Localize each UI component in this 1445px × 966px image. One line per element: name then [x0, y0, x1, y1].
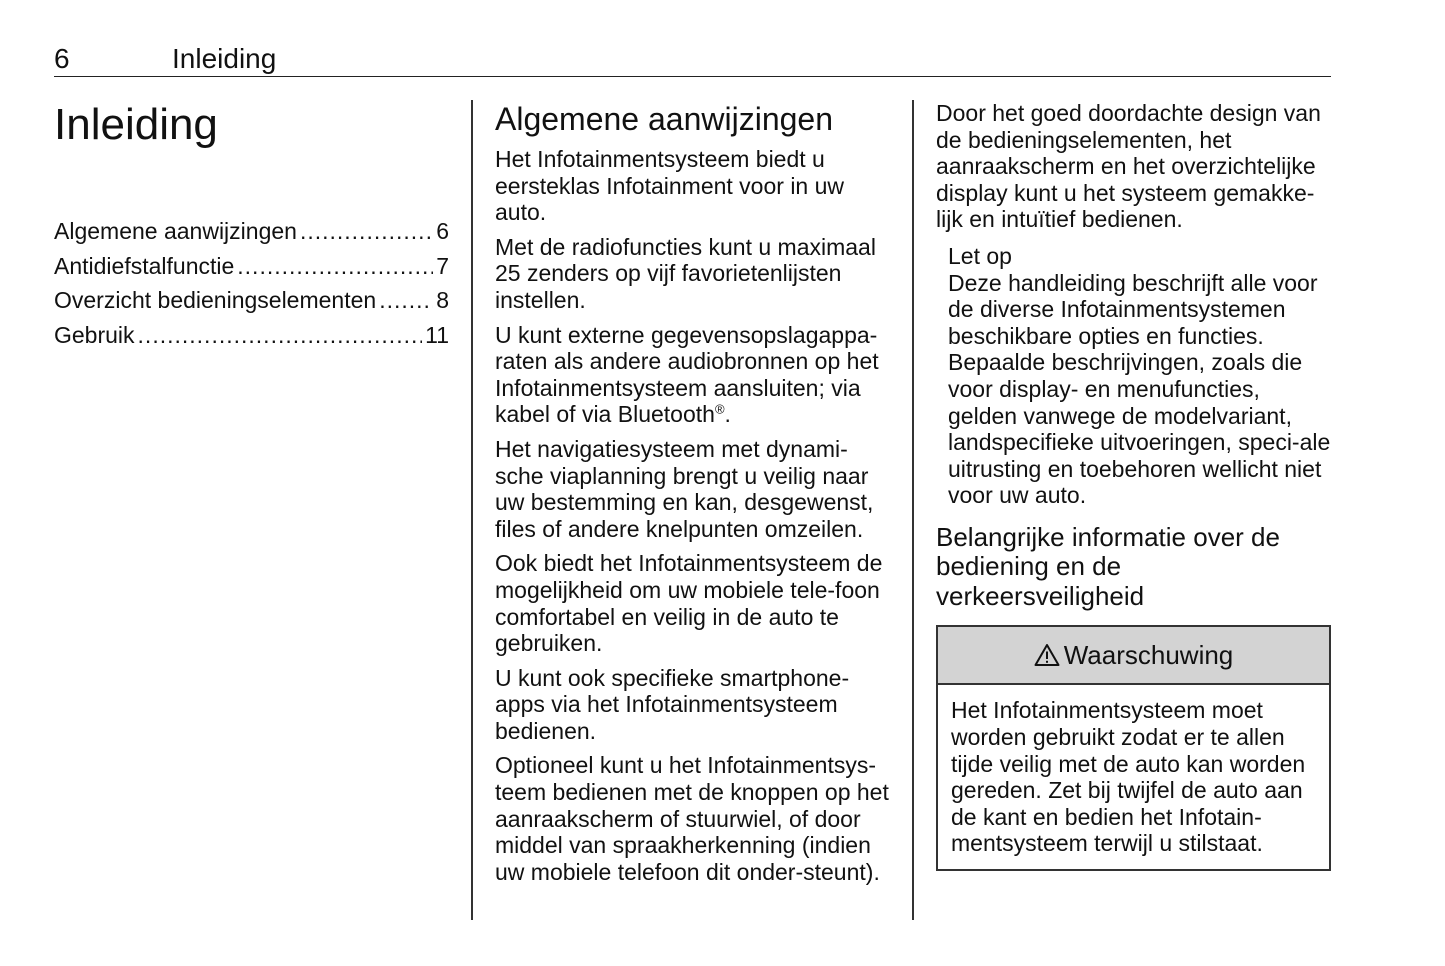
paragraph: Het Infotainmentsysteem biedt u eersteklas Infotainment voor in uw auto. [495, 146, 845, 226]
running-title: Inleiding [172, 43, 277, 74]
toc-leader-dots [237, 249, 433, 284]
note-title: Let op [948, 242, 1012, 269]
table-of-contents [54, 214, 449, 352]
registered-mark: ® [714, 401, 725, 417]
toc-label: Algemene aanwijzingen [54, 218, 297, 244]
page-number: 6 [54, 43, 70, 74]
subsection-title: Belangrijke informatie over de bediening en de verkeersveiligheid [936, 521, 1280, 611]
paragraph: U kunt ook specifieke smartphone-apps via het Infotainmentsysteem bedienen. [495, 664, 850, 744]
chapter-column [54, 98, 449, 352]
note-text: Deze handleiding beschrijft alle voor de diverse Infotainmentsystemen beschikbare opties en functies. Bepaalde beschrijvingen, zoals die voor display- en menufuncties, gelden vanwege de modelvariant, landspecifieke uitvoeringen, speci-ale uitrusting en toebehoren wellicht niet voor uw auto. [948, 269, 1331, 509]
paragraph: Ook biedt het Infotainmentsysteem de mogelijkheid om uw mobiele tele-foon comfortabel en veilig in de auto te gebruiken. [495, 550, 883, 657]
paragraph: Met de radiofuncties kunt u maximaal 25 zenders op vijf favorietenlijsten instellen. [495, 233, 876, 313]
toc-entry[interactable] [54, 283, 449, 318]
toc-page: 8 [436, 287, 449, 313]
toc-leader-dots [300, 214, 433, 249]
section-column [495, 100, 895, 893]
section-title: Algemene aanwijzingen [495, 101, 833, 137]
toc-label: Gebruik [54, 321, 135, 348]
intro-paragraph: Door het goed doordachte design van de bedieningselementen, het aanraakscherm en het overzichtelijke display kunt u het systeem gemakke-lijk en intuïtief bedienen. [936, 100, 1321, 233]
paragraph [495, 322, 895, 428]
toc-leader-dots [379, 283, 433, 318]
toc-page: 11 [425, 321, 449, 348]
warning-box [936, 625, 1331, 871]
toc-page: 6 [436, 218, 449, 244]
page-header [54, 40, 1331, 77]
chapter-title: Inleiding [54, 100, 218, 149]
toc-label: Antidiefstalfunctie [54, 252, 235, 279]
paragraph-text: U kunt externe gegevensopslagappa-raten als andere audiobronnen op het Infotainmentsysteem aansluiten; via kabel of via Bluetooth [495, 321, 879, 428]
warning-triangle-icon [1034, 643, 1060, 667]
toc-entry[interactable] [54, 214, 449, 249]
toc-leader-dots [138, 318, 423, 353]
column-divider [912, 100, 914, 920]
paragraph: Het navigatiesysteem met dynami-sche viaplanning brengt u veilig naar uw bestemming en kan, desgewenst, files of andere knelpunten omzeilen. [495, 435, 874, 542]
warning-text: Het Infotainmentsysteem moet worden gebruikt zodat er te allen tijde veilig met de auto kan worden gereden. Zet bij twijfel de auto aan de kant en bedien het Infotain-mentsysteem terwijl u stilstaat. [951, 697, 1306, 857]
paragraph: Optioneel kunt u het Infotainmentsys-teem bedienen met de knoppen op het aanraakscherm of stuurwiel, of door middel van spraakherkenning (indien uw mobiele telefoon dit onder-steunt). [495, 752, 889, 885]
column-divider [471, 100, 473, 920]
toc-label: Overzicht bedieningselementen [54, 287, 377, 313]
right-column [936, 100, 1334, 871]
paragraph-end: . [724, 401, 731, 428]
warning-title: Waarschuwing [1063, 639, 1234, 670]
toc-page: 7 [436, 252, 449, 279]
warning-header [938, 627, 1329, 685]
toc-entry[interactable] [54, 318, 449, 353]
note-block [948, 243, 1334, 509]
toc-entry[interactable] [54, 249, 449, 284]
